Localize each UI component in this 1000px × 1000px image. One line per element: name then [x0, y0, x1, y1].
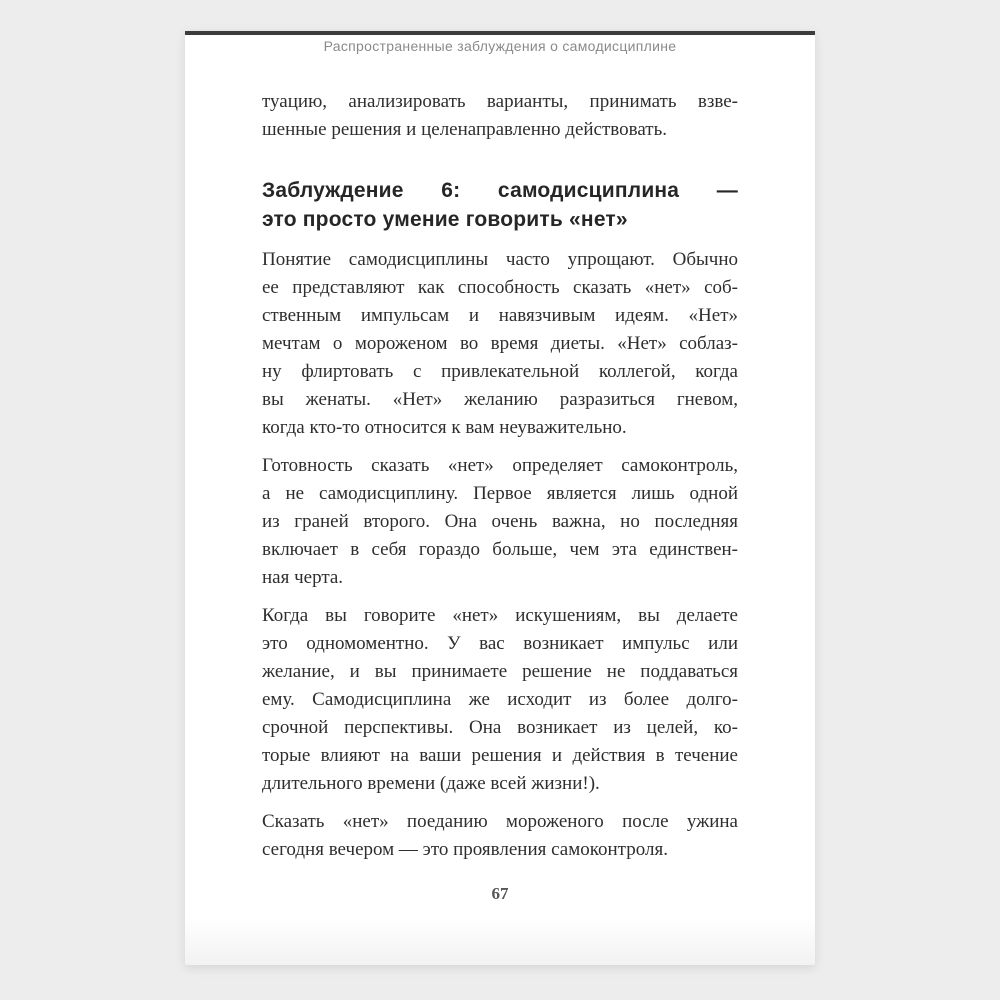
text-line: ну флиртовать с привлекательной коллегой, когда	[262, 361, 738, 382]
text-line: это просто умение говорить «нет»	[262, 208, 628, 231]
book-page	[185, 31, 815, 965]
text-line: когда кто-то относится к вам неуважительно.	[262, 417, 627, 438]
text-line: включает в себя гораздо больше, чем эта единствен-	[262, 539, 738, 560]
text-line: ная черта.	[262, 567, 344, 588]
text-line: Когда вы говорите «нет» искушениям, вы делаете	[262, 605, 738, 626]
text-line: Сказать «нет» поеданию мороженого после ужина	[262, 811, 738, 832]
section-heading	[262, 176, 738, 234]
text-line: туацию, анализировать варианты, принимать взве-	[262, 91, 738, 112]
text-line: Заблуждение 6: самодисциплина —	[262, 179, 738, 202]
page-number: 67	[491, 884, 509, 903]
text-line: желание, и вы принимаете решение не поддаваться	[262, 661, 738, 682]
text-line: Понятие самодисциплины часто упрощают. Обычно	[262, 249, 738, 270]
text-line: срочной перспективы. Она возникает из целей, ко-	[262, 717, 738, 738]
text-line: мечтам о мороженом во время диеты. «Нет» соблаз-	[262, 333, 738, 354]
running-head: Распространенные заблуждения о самодисциплине	[323, 38, 677, 54]
text-line: ственным импульсам и навязчивым идеям. «Нет»	[262, 305, 738, 326]
text-line: длительного времени (даже всей жизни!).	[262, 773, 600, 794]
paragraph	[262, 808, 738, 864]
text-line: это одномоментно. У вас возникает импульс или	[262, 633, 738, 654]
text-line: а не самодисциплину. Первое является лишь одной	[262, 483, 738, 504]
page-content	[262, 88, 738, 904]
paragraph	[262, 452, 738, 592]
text-line: шенные решения и целенаправленно действовать.	[262, 119, 668, 140]
text-line: ему. Самодисциплина же исходит из более долго-	[262, 689, 738, 710]
text-line: ее представляют как способность сказать «нет» соб-	[262, 277, 738, 298]
paragraph	[262, 246, 738, 442]
text-line: торые влияют на ваши решения и действия в течение	[262, 745, 738, 766]
text-line: из граней второго. Она очень важна, но последняя	[262, 511, 738, 532]
text-line: Готовность сказать «нет» определяет самоконтроль,	[262, 455, 738, 476]
paragraph-continuation	[262, 88, 738, 144]
text-line: вы женаты. «Нет» желанию разразиться гневом,	[262, 389, 738, 410]
paragraph	[262, 602, 738, 798]
text-line: сегодня вечером — это проявления самоконтроля.	[262, 839, 668, 860]
